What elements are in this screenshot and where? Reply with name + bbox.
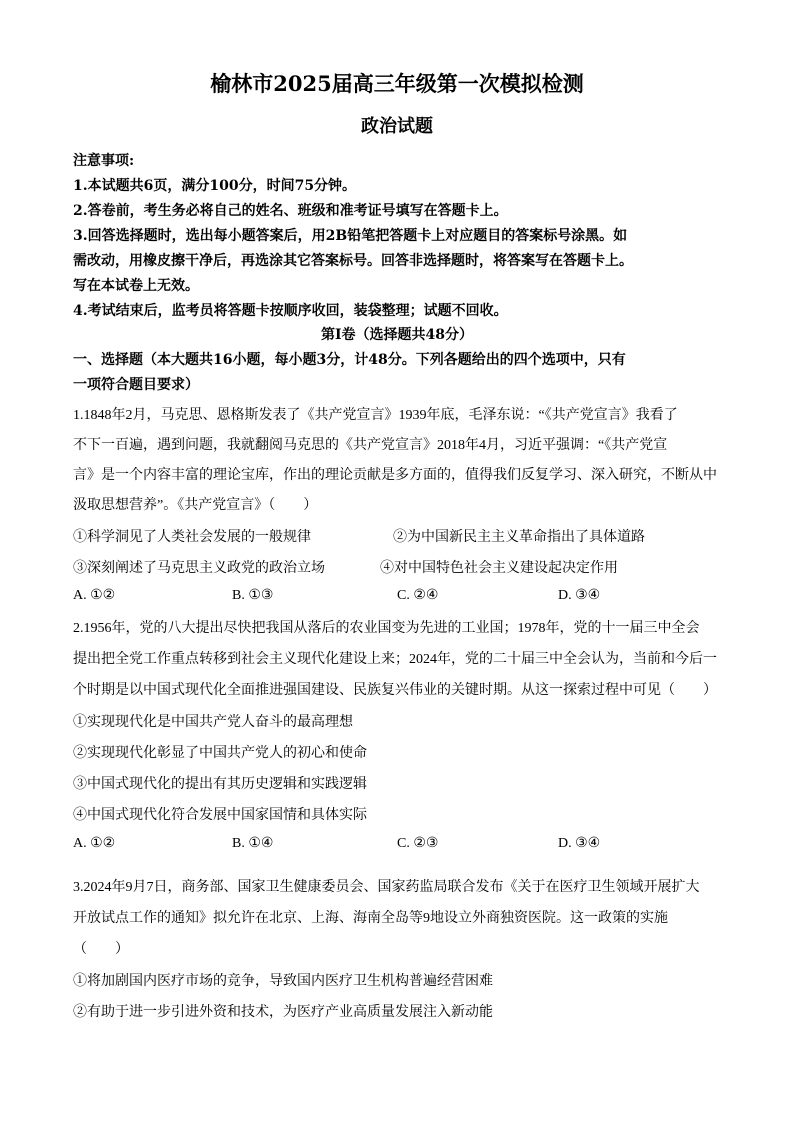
q1-choice-b: B. ①③	[232, 588, 274, 603]
q1-item-1: ①科学洞见了人类社会发展的一般规律	[73, 530, 311, 545]
section-instruction-2: 一项符合题目要求）	[73, 377, 199, 393]
notice-line-2: 2.答卷前，考生务必将自己的姓名、班级和准考证号填写在答题卡上。	[73, 203, 508, 219]
q3-stem-line-3: （ ）	[73, 942, 129, 957]
q2-choice-a: A. ①②	[73, 836, 116, 851]
notice-line-4: 需改动，用橡皮擦干净后，再选涂其它答案标号。回答非选择题时，将答案写在答题卡上。	[73, 253, 633, 269]
q2-choice-d: D. ③④	[558, 836, 601, 851]
q1-item-4: ④对中国特色社会主义建设起决定作用	[380, 561, 618, 576]
notice-line-6: 4.考试结束后，监考员将答题卡按顺序收回，装袋整理；试题不回收。	[73, 303, 508, 319]
q1-choice-c: C. ②④	[397, 588, 439, 603]
q1-stem-line-4: 汲取思想营养”。《共产党宣言》（ ）	[73, 498, 318, 513]
q3-item-2: ②有助于进一步引进外资和技术，为医疗产业高质量发展注入新动能	[73, 1005, 493, 1020]
section-instruction-1: 一、选择题（本大题共16小题，每小题3分，计48分。下列各题给出的四个选项中，只有	[73, 352, 626, 368]
exam-title: 榆林市2025届高三年级第一次模拟检测	[210, 71, 584, 96]
q2-item-2: ②实现现代化彰显了中国共产党人的初心和使命	[73, 746, 367, 761]
notice-line-5: 写在本试卷上无效。	[73, 278, 199, 294]
q3-stem-line-2: 开放试点工作的通知》拟允许在北京、上海、海南全岛等9地设立外商独资医院。这一政策的实施	[73, 911, 668, 926]
notice-line-1: 1.本试题共6页，满分100分，时间75分钟。	[73, 178, 357, 194]
q1-choice-d: D. ③④	[558, 588, 601, 603]
q2-stem-line-1: 2.1956年，党的八大提出尽快把我国从落后的农业国变为先进的工业国；1978年，党的十一届三中全会	[73, 621, 700, 636]
notice-line-3: 3.回答选择题时，选出每小题答案后，用2B铅笔把答题卡上对应题目的答案标号涂黑。如	[73, 228, 628, 244]
q1-stem-line-3: 言》是一个内容丰富的理论宝库，作出的理论贡献是多方面的，值得我们反复学习、深入研究，不断从中	[73, 468, 717, 483]
section-title: 第Ⅰ卷（选择题共48分）	[320, 327, 474, 343]
q1-item-2: ②为中国新民主主义革命指出了具体道路	[393, 530, 645, 545]
q2-choice-b: B. ①④	[232, 836, 274, 851]
q2-stem-line-2: 提出把全党工作重点转移到社会主义现代化建设上来；2024年，党的二十届三中全会认为，当前和今后一	[73, 652, 717, 667]
q1-stem-line-2: 不下一百遍，遇到问题，我就翻阅马克思的《共产党宣言》2018年4月，习近平强调：“《共产党宣	[73, 438, 668, 453]
q3-item-1: ①将加剧国内医疗市场的竞争，导致国内医疗卫生机构普遍经营困难	[73, 974, 493, 989]
q1-stem-line-1: 1.1848年2月，马克思、恩格斯发表了《共产党宣言》1939年底，毛泽东说：“《共产党宣言》我看了	[73, 408, 678, 423]
q2-stem-line-3: 个时期是以中国式现代化全面推进强国建设、民族复兴伟业的关键时期。从这一探索过程中可见（ ）	[73, 683, 717, 698]
q2-item-3: ③中国式现代化的提出有其历史逻辑和实践逻辑	[73, 777, 367, 792]
q2-item-4: ④中国式现代化符合发展中国家国情和具体实际	[73, 808, 367, 823]
q2-choice-c: C. ②③	[397, 836, 439, 851]
q2-item-1: ①实现现代化是中国共产党人奋斗的最高理想	[73, 715, 353, 730]
q1-choice-a: A. ①②	[73, 588, 116, 603]
exam-subject: 政治试题	[361, 116, 433, 137]
q3-stem-line-1: 3.2024年9月7日，商务部、国家卫生健康委员会、国家药监局联合发布《关于在医疗卫生领域开展扩大	[73, 880, 700, 895]
notice-heading: 注意事项:	[73, 153, 135, 169]
q1-item-3: ③深刻阐述了马克思主义政党的政治立场	[73, 561, 325, 576]
